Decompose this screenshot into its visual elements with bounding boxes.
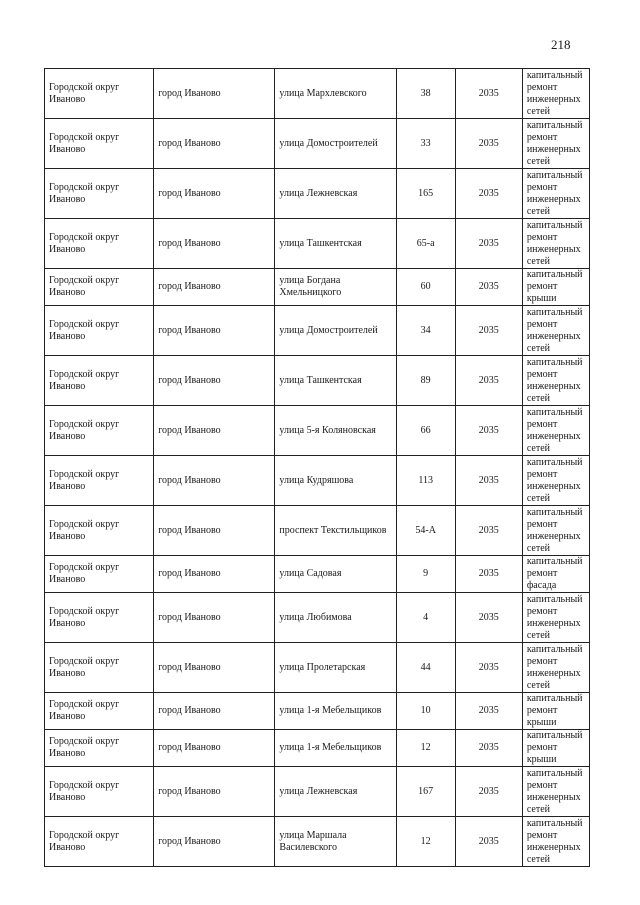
district-cell bbox=[45, 269, 154, 306]
city-cell bbox=[154, 356, 275, 406]
house-number-cell bbox=[396, 306, 455, 356]
house-number-cell bbox=[396, 730, 455, 767]
street-cell-text: улица Пролетарская bbox=[279, 661, 366, 673]
house-number-cell-text: 4 bbox=[423, 611, 429, 623]
work-type-cell-text: капитальный ремонт инженерных сетей bbox=[526, 593, 583, 641]
city-cell bbox=[154, 767, 275, 817]
work-type-cell bbox=[522, 643, 589, 693]
city-cell-text: город Иваново bbox=[158, 568, 221, 579]
district-cell-text: Городской округ Иваново bbox=[49, 368, 120, 392]
street-cell-text: улица 1-я Мебельщиков bbox=[279, 742, 382, 753]
street-cell bbox=[275, 767, 396, 817]
year-cell-text: 2035 bbox=[478, 611, 499, 623]
district-cell-text: Городской округ Иваново bbox=[49, 655, 120, 679]
house-number-cell-text: 12 bbox=[420, 742, 431, 753]
year-cell-text: 2035 bbox=[478, 324, 499, 336]
city-cell-text: город Иваново bbox=[158, 705, 221, 716]
work-type-cell-text: капитальный ремонт инженерных сетей bbox=[526, 456, 583, 504]
year-cell bbox=[455, 169, 522, 219]
city-cell bbox=[154, 506, 275, 556]
table-row bbox=[45, 817, 590, 867]
district-cell-text: Городской округ Иваново bbox=[49, 736, 120, 759]
house-number-cell-text: 165 bbox=[418, 187, 434, 199]
year-cell-text: 2035 bbox=[478, 785, 499, 797]
street-cell bbox=[275, 593, 396, 643]
year-cell-text: 2035 bbox=[478, 187, 499, 199]
table-row bbox=[45, 506, 590, 556]
year-cell bbox=[455, 456, 522, 506]
district-cell-text: Городской округ Иваново bbox=[49, 829, 120, 853]
work-type-cell-text: капитальный ремонт инженерных сетей bbox=[526, 643, 583, 691]
table-row bbox=[45, 556, 590, 593]
year-cell-text: 2035 bbox=[478, 281, 499, 292]
city-cell-text: город Иваново bbox=[158, 237, 221, 249]
street-cell-text: улица Садовая bbox=[279, 568, 342, 579]
work-type-cell bbox=[522, 556, 589, 593]
year-cell-text: 2035 bbox=[478, 424, 499, 436]
table-row bbox=[45, 730, 590, 767]
work-type-cell-text: капитальный ремонт крыши bbox=[526, 730, 583, 765]
district-cell bbox=[45, 356, 154, 406]
street-cell-text: улица Лежневская bbox=[279, 785, 358, 797]
district-cell bbox=[45, 767, 154, 817]
district-cell bbox=[45, 593, 154, 643]
street-cell-text: улица Кудряшова bbox=[279, 474, 354, 486]
year-cell bbox=[455, 767, 522, 817]
work-type-cell bbox=[522, 169, 589, 219]
year-cell bbox=[455, 356, 522, 406]
work-type-cell-text: капитальный ремонт инженерных сетей bbox=[526, 356, 583, 404]
table-row bbox=[45, 269, 590, 306]
year-cell bbox=[455, 406, 522, 456]
street-cell-text: улица Ташкентская bbox=[279, 374, 362, 386]
district-cell bbox=[45, 817, 154, 867]
city-cell bbox=[154, 693, 275, 730]
street-cell-text: улица Домостроителей bbox=[279, 324, 378, 336]
city-cell bbox=[154, 593, 275, 643]
work-type-cell bbox=[522, 356, 589, 406]
city-cell bbox=[154, 406, 275, 456]
street-cell-text: улица Домостроителей bbox=[279, 137, 378, 149]
table-row bbox=[45, 356, 590, 406]
house-number-cell bbox=[396, 456, 455, 506]
street-cell-text: проспект Текстильщиков bbox=[279, 524, 387, 536]
year-cell bbox=[455, 69, 522, 119]
table-row bbox=[45, 593, 590, 643]
street-cell bbox=[275, 119, 396, 169]
house-number-cell-text: 10 bbox=[420, 705, 431, 716]
table-row bbox=[45, 306, 590, 356]
street-cell bbox=[275, 643, 396, 693]
city-cell bbox=[154, 556, 275, 593]
city-cell-text: город Иваново bbox=[158, 785, 221, 797]
work-type-cell-text: капитальный ремонт инженерных сетей bbox=[526, 506, 583, 554]
house-number-cell bbox=[396, 269, 455, 306]
house-number-cell-text: 9 bbox=[423, 568, 429, 579]
year-cell bbox=[455, 506, 522, 556]
city-cell bbox=[154, 269, 275, 306]
year-cell-text: 2035 bbox=[478, 742, 499, 753]
district-cell bbox=[45, 556, 154, 593]
year-cell bbox=[455, 306, 522, 356]
year-cell-text: 2035 bbox=[478, 524, 499, 536]
work-type-cell bbox=[522, 506, 589, 556]
year-cell bbox=[455, 693, 522, 730]
district-cell-text: Городской округ Иваново bbox=[49, 81, 120, 105]
table-row bbox=[45, 767, 590, 817]
district-cell-text: Городской округ Иваново bbox=[49, 318, 120, 342]
district-cell bbox=[45, 169, 154, 219]
year-cell bbox=[455, 119, 522, 169]
house-number-cell bbox=[396, 817, 455, 867]
year-cell-text: 2035 bbox=[478, 661, 499, 673]
street-cell bbox=[275, 730, 396, 767]
year-cell-text: 2035 bbox=[478, 87, 499, 99]
city-cell bbox=[154, 306, 275, 356]
house-number-cell-text: 65-а bbox=[416, 237, 435, 249]
street-cell bbox=[275, 506, 396, 556]
city-cell bbox=[154, 730, 275, 767]
work-type-cell-text: капитальный ремонт инженерных сетей bbox=[526, 219, 583, 267]
work-type-cell bbox=[522, 730, 589, 767]
district-cell bbox=[45, 730, 154, 767]
year-cell-text: 2035 bbox=[478, 237, 499, 249]
year-cell bbox=[455, 219, 522, 269]
year-cell bbox=[455, 817, 522, 867]
work-type-cell-text: капитальный ремонт инженерных сетей bbox=[526, 767, 583, 815]
district-cell-text: Городской округ Иваново bbox=[49, 605, 120, 629]
table-row bbox=[45, 643, 590, 693]
work-type-cell-text: капитальный ремонт инженерных сетей bbox=[526, 817, 583, 865]
work-type-cell bbox=[522, 693, 589, 730]
district-cell bbox=[45, 506, 154, 556]
city-cell-text: город Иваново bbox=[158, 324, 221, 336]
work-type-cell-text: капитальный ремонт инженерных сетей bbox=[526, 406, 583, 454]
work-type-cell-text: капитальный ремонт инженерных сетей bbox=[526, 306, 583, 354]
district-cell bbox=[45, 406, 154, 456]
work-type-cell-text: капитальный ремонт крыши bbox=[526, 269, 583, 304]
city-cell-text: город Иваново bbox=[158, 474, 221, 486]
house-number-cell bbox=[396, 693, 455, 730]
street-cell bbox=[275, 556, 396, 593]
year-cell-text: 2035 bbox=[478, 137, 499, 149]
house-number-cell-text: 33 bbox=[420, 137, 431, 149]
district-cell bbox=[45, 693, 154, 730]
city-cell-text: город Иваново bbox=[158, 374, 221, 386]
house-number-cell bbox=[396, 506, 455, 556]
house-number-cell-text: 44 bbox=[420, 661, 431, 673]
registry-table-body bbox=[45, 69, 590, 867]
city-cell-text: город Иваново bbox=[158, 661, 221, 673]
page-number: 218 bbox=[551, 37, 571, 52]
district-cell-text: Городской округ Иваново bbox=[49, 181, 120, 205]
city-cell-text: город Иваново bbox=[158, 524, 221, 536]
year-cell-text: 2035 bbox=[478, 474, 499, 486]
work-type-cell bbox=[522, 119, 589, 169]
house-number-cell bbox=[396, 593, 455, 643]
table-row bbox=[45, 456, 590, 506]
district-cell bbox=[45, 69, 154, 119]
work-type-cell bbox=[522, 406, 589, 456]
house-number-cell bbox=[396, 767, 455, 817]
city-cell-text: город Иваново bbox=[158, 611, 221, 623]
city-cell-text: город Иваново bbox=[158, 742, 221, 753]
district-cell-text: Городской округ Иваново bbox=[49, 231, 120, 255]
house-number-cell-text: 34 bbox=[420, 324, 431, 336]
house-number-cell bbox=[396, 169, 455, 219]
street-cell bbox=[275, 269, 396, 306]
house-number-cell bbox=[396, 119, 455, 169]
year-cell-text: 2035 bbox=[478, 705, 499, 716]
house-number-cell-text: 167 bbox=[418, 785, 434, 797]
house-number-cell bbox=[396, 69, 455, 119]
street-cell bbox=[275, 456, 396, 506]
year-cell-text: 2035 bbox=[478, 568, 499, 579]
table-row bbox=[45, 119, 590, 169]
city-cell-text: город Иваново bbox=[158, 424, 221, 436]
house-number-cell bbox=[396, 356, 455, 406]
work-type-cell bbox=[522, 269, 589, 306]
work-type-cell-text: капитальный ремонт инженерных сетей bbox=[526, 69, 583, 117]
work-type-cell-text: капитальный ремонт инженерных сетей bbox=[526, 119, 583, 167]
city-cell-text: город Иваново bbox=[158, 87, 221, 99]
work-type-cell bbox=[522, 306, 589, 356]
district-cell-text: Городской округ Иваново bbox=[49, 468, 120, 492]
district-cell bbox=[45, 306, 154, 356]
work-type-cell bbox=[522, 219, 589, 269]
city-cell bbox=[154, 817, 275, 867]
street-cell bbox=[275, 69, 396, 119]
street-cell-text: улица Лежневская bbox=[279, 187, 358, 199]
street-cell bbox=[275, 817, 396, 867]
house-number-cell bbox=[396, 406, 455, 456]
work-type-cell bbox=[522, 69, 589, 119]
year-cell bbox=[455, 556, 522, 593]
city-cell-text: город Иваново bbox=[158, 187, 221, 199]
house-number-cell bbox=[396, 556, 455, 593]
year-cell bbox=[455, 643, 522, 693]
house-number-cell-text: 38 bbox=[420, 87, 431, 99]
district-cell-text: Городской округ Иваново bbox=[49, 699, 120, 722]
house-number-cell-text: 60 bbox=[420, 281, 431, 292]
house-number-cell bbox=[396, 643, 455, 693]
work-type-cell bbox=[522, 817, 589, 867]
street-cell-text: улица Любимова bbox=[279, 611, 352, 623]
city-cell bbox=[154, 169, 275, 219]
district-cell-text: Городской округ Иваново bbox=[49, 418, 120, 442]
table-row bbox=[45, 693, 590, 730]
year-cell-text: 2035 bbox=[478, 835, 499, 847]
street-cell-text: улица 5-я Коляновская bbox=[279, 424, 376, 436]
street-cell bbox=[275, 306, 396, 356]
city-cell bbox=[154, 456, 275, 506]
street-cell bbox=[275, 406, 396, 456]
city-cell-text: город Иваново bbox=[158, 137, 221, 149]
district-cell bbox=[45, 643, 154, 693]
work-type-cell bbox=[522, 593, 589, 643]
street-cell-text: улица Мархлевского bbox=[279, 87, 367, 99]
district-cell bbox=[45, 119, 154, 169]
registry-table bbox=[44, 68, 590, 867]
district-cell-text: Городской округ Иваново bbox=[49, 131, 120, 155]
work-type-cell bbox=[522, 456, 589, 506]
house-number-cell bbox=[396, 219, 455, 269]
street-cell-text: улица 1-я Мебельщиков bbox=[279, 705, 382, 716]
district-cell-text: Городской округ Иваново bbox=[49, 518, 120, 542]
table-row bbox=[45, 406, 590, 456]
district-cell bbox=[45, 219, 154, 269]
year-cell bbox=[455, 593, 522, 643]
street-cell-text: улица Маршала Василевского bbox=[279, 829, 347, 853]
table-row bbox=[45, 169, 590, 219]
city-cell-text: город Иваново bbox=[158, 281, 221, 292]
house-number-cell-text: 89 bbox=[420, 374, 431, 386]
district-cell bbox=[45, 456, 154, 506]
city-cell bbox=[154, 69, 275, 119]
street-cell bbox=[275, 169, 396, 219]
year-cell bbox=[455, 269, 522, 306]
street-cell-text: улица Богдана Хмельницкого bbox=[279, 275, 342, 298]
district-cell-text: Городской округ Иваново bbox=[49, 562, 120, 585]
work-type-cell-text: капитальный ремонт крыши bbox=[526, 693, 583, 728]
city-cell bbox=[154, 643, 275, 693]
work-type-cell-text: капитальный ремонт инженерных сетей bbox=[526, 169, 583, 217]
year-cell bbox=[455, 730, 522, 767]
street-cell bbox=[275, 219, 396, 269]
house-number-cell-text: 66 bbox=[420, 424, 431, 436]
house-number-cell-text: 113 bbox=[418, 474, 433, 486]
street-cell bbox=[275, 356, 396, 406]
city-cell-text: город Иваново bbox=[158, 835, 221, 847]
work-type-cell bbox=[522, 767, 589, 817]
house-number-cell-text: 54-А bbox=[415, 524, 436, 536]
city-cell bbox=[154, 219, 275, 269]
table-row bbox=[45, 219, 590, 269]
work-type-cell-text: капитальный ремонт фасада bbox=[526, 556, 583, 591]
street-cell-text: улица Ташкентская bbox=[279, 237, 362, 249]
district-cell-text: Городской округ Иваново bbox=[49, 779, 120, 803]
district-cell-text: Городской округ Иваново bbox=[49, 275, 120, 298]
table-row bbox=[45, 69, 590, 119]
street-cell bbox=[275, 693, 396, 730]
year-cell-text: 2035 bbox=[478, 374, 499, 386]
city-cell bbox=[154, 119, 275, 169]
house-number-cell-text: 12 bbox=[420, 835, 431, 847]
